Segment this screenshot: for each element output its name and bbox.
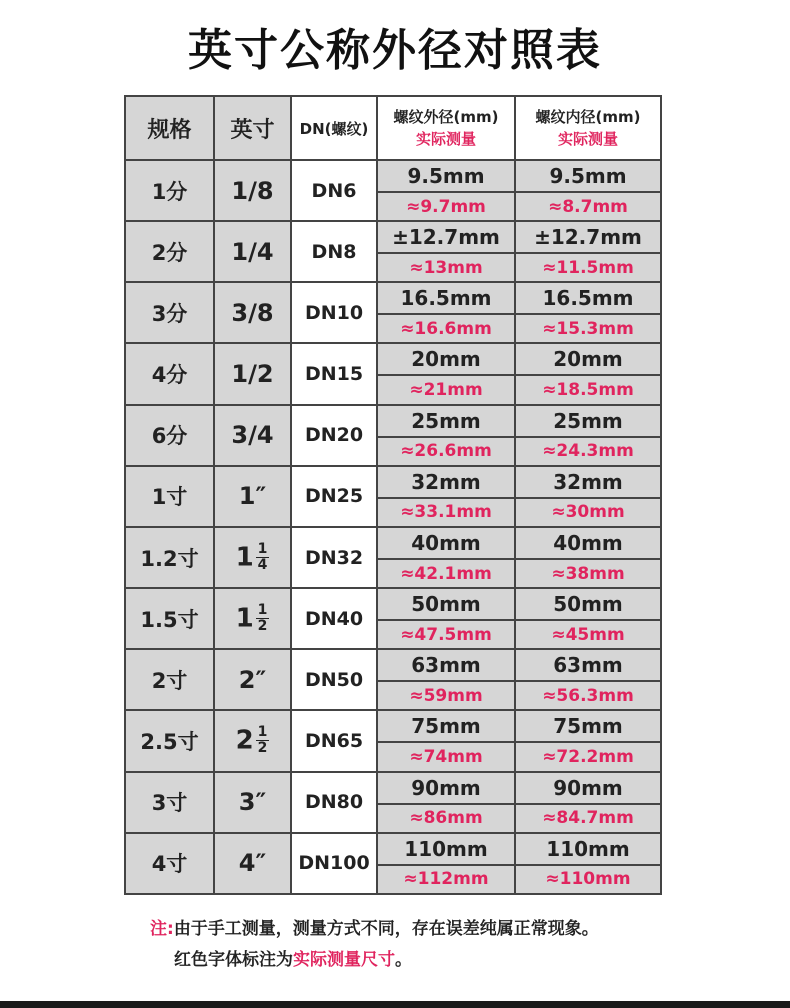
dn-cell: DN32 — [291, 527, 377, 588]
header-dn: DN(螺纹) — [291, 96, 377, 160]
spec-cell: 1寸 — [125, 466, 214, 527]
page-title: 英寸公称外径对照表 — [188, 25, 602, 76]
table-row — [125, 405, 661, 437]
header-outer-label: 螺纹外径(mm) — [393, 108, 499, 126]
table-row — [125, 282, 661, 314]
outer-nominal-cell: 16.5mm — [377, 282, 515, 314]
header-outer-diameter — [377, 96, 515, 160]
spec-cell: 4分 — [125, 343, 214, 404]
fraction-stack — [256, 725, 270, 756]
header-inner-actual: 实际测量 — [557, 130, 618, 148]
outer-actual-cell: ≈21mm — [377, 375, 515, 404]
fraction-numerator: 1 — [257, 541, 268, 558]
inner-actual-cell: ≈72.2mm — [515, 742, 661, 771]
outer-nominal-cell: 9.5mm — [377, 160, 515, 192]
dn-cell: DN40 — [291, 588, 377, 649]
inner-nominal-cell: 20mm — [515, 343, 661, 375]
inner-nominal-cell: 25mm — [515, 405, 661, 437]
dn-cell: DN15 — [291, 343, 377, 404]
fraction-stack — [256, 603, 270, 634]
outer-nominal-cell: 32mm — [377, 466, 515, 498]
inch-cell: 2″ — [214, 649, 291, 710]
inch-cell — [214, 588, 291, 649]
fraction-denominator: 2 — [257, 740, 268, 757]
header-inner-label: 螺纹内径(mm) — [535, 108, 641, 126]
table-row — [125, 527, 661, 559]
inch-cell: 3/8 — [214, 282, 291, 343]
outer-nominal-cell: 110mm — [377, 833, 515, 865]
dn-cell: DN25 — [291, 466, 377, 527]
inch-cell — [214, 710, 291, 771]
table-row — [125, 343, 661, 375]
outer-actual-cell: ≈13mm — [377, 253, 515, 282]
table-row — [125, 710, 661, 742]
inch-cell: 1″ — [214, 466, 291, 527]
outer-nominal-cell: 50mm — [377, 588, 515, 620]
mixed-fraction — [236, 603, 270, 634]
inner-actual-cell: ≈38mm — [515, 559, 661, 588]
dn-cell: DN10 — [291, 282, 377, 343]
spec-cell: 3分 — [125, 282, 214, 343]
table-row — [125, 466, 661, 498]
spec-cell: 1.5寸 — [125, 588, 214, 649]
table-row — [125, 160, 661, 192]
fraction-whole: 1 — [235, 542, 254, 573]
outer-actual-cell: ≈26.6mm — [377, 437, 515, 466]
note-line2-red: 实际测量尺寸 — [293, 950, 395, 970]
spec-cell: 4寸 — [125, 833, 214, 894]
inner-nominal-cell: 75mm — [515, 710, 661, 742]
outer-actual-cell: ≈86mm — [377, 804, 515, 833]
note-line2-prefix: 红色字体标注为 — [174, 950, 293, 970]
outer-nominal-cell: 75mm — [377, 710, 515, 742]
inner-nominal-cell: ±12.7mm — [515, 221, 661, 253]
spec-cell: 2.5寸 — [125, 710, 214, 771]
inner-actual-cell: ≈18.5mm — [515, 375, 661, 404]
fraction-numerator: 1 — [257, 602, 268, 619]
inner-actual-cell: ≈24.3mm — [515, 437, 661, 466]
fraction-stack — [256, 542, 270, 573]
outer-nominal-cell: 90mm — [377, 772, 515, 804]
spec-cell: 1分 — [125, 160, 214, 221]
outer-actual-cell: ≈33.1mm — [377, 498, 515, 527]
fraction-numerator: 1 — [257, 724, 268, 741]
note-line2 — [150, 945, 750, 976]
outer-nominal-cell: 40mm — [377, 527, 515, 559]
outer-actual-cell: ≈9.7mm — [377, 192, 515, 221]
inch-cell — [214, 527, 291, 588]
outer-nominal-cell: 63mm — [377, 649, 515, 681]
inch-cell: 4″ — [214, 833, 291, 894]
dn-cell: DN100 — [291, 833, 377, 894]
footnote — [150, 914, 750, 976]
inner-nominal-cell: 9.5mm — [515, 160, 661, 192]
outer-nominal-cell: 25mm — [377, 405, 515, 437]
fraction-whole: 1 — [235, 603, 254, 634]
outer-actual-cell: ≈16.6mm — [377, 314, 515, 343]
outer-nominal-cell: 20mm — [377, 343, 515, 375]
inner-actual-cell: ≈15.3mm — [515, 314, 661, 343]
header-outer-actual: 实际测量 — [415, 130, 476, 148]
outer-actual-cell: ≈59mm — [377, 681, 515, 710]
outer-actual-cell: ≈42.1mm — [377, 559, 515, 588]
dn-cell: DN6 — [291, 160, 377, 221]
note-label: 注: — [150, 919, 174, 939]
table-row — [125, 833, 661, 865]
table-row — [125, 588, 661, 620]
inch-cell: 1/8 — [214, 160, 291, 221]
outer-actual-cell: ≈47.5mm — [377, 620, 515, 649]
inner-nominal-cell: 32mm — [515, 466, 661, 498]
inner-nominal-cell: 16.5mm — [515, 282, 661, 314]
note-line1: 由于手工测量，测量方式不同，存在误差纯属正常现象。 — [173, 919, 599, 939]
spec-cell: 2寸 — [125, 649, 214, 710]
inner-actual-cell: ≈11.5mm — [515, 253, 661, 282]
inch-cell: 3/4 — [214, 405, 291, 466]
inner-actual-cell: ≈30mm — [515, 498, 661, 527]
inner-actual-cell: ≈8.7mm — [515, 192, 661, 221]
outer-nominal-cell: ±12.7mm — [377, 221, 515, 253]
inner-nominal-cell: 90mm — [515, 772, 661, 804]
inner-actual-cell: ≈56.3mm — [515, 681, 661, 710]
size-comparison-table — [124, 95, 662, 895]
fraction-whole: 2 — [235, 725, 254, 756]
table-body — [125, 160, 661, 894]
outer-actual-cell: ≈74mm — [377, 742, 515, 771]
bottom-divider — [0, 1001, 790, 1008]
note-line2-suffix: 。 — [395, 950, 412, 970]
mixed-fraction — [236, 725, 270, 756]
dn-cell: DN20 — [291, 405, 377, 466]
mixed-fraction — [236, 542, 270, 573]
table-row — [125, 772, 661, 804]
header-inner-diameter — [515, 96, 661, 160]
spec-cell: 6分 — [125, 405, 214, 466]
dn-cell: DN65 — [291, 710, 377, 771]
inner-actual-cell: ≈45mm — [515, 620, 661, 649]
inch-cell: 3″ — [214, 772, 291, 833]
spec-cell: 1.2寸 — [125, 527, 214, 588]
inch-cell: 1/4 — [214, 221, 291, 282]
fraction-denominator: 2 — [257, 618, 268, 635]
inner-actual-cell: ≈110mm — [515, 865, 661, 894]
inner-nominal-cell: 110mm — [515, 833, 661, 865]
table-row — [125, 221, 661, 253]
table-row — [125, 649, 661, 681]
outer-actual-cell: ≈112mm — [377, 865, 515, 894]
header-inch: 英寸 — [214, 96, 291, 160]
dn-cell: DN80 — [291, 772, 377, 833]
table-header-row — [125, 96, 661, 160]
inner-nominal-cell: 50mm — [515, 588, 661, 620]
fraction-denominator: 4 — [257, 557, 268, 574]
spec-cell: 2分 — [125, 221, 214, 282]
inch-cell: 1/2 — [214, 343, 291, 404]
spec-cell: 3寸 — [125, 772, 214, 833]
dn-cell: DN50 — [291, 649, 377, 710]
header-spec: 规格 — [125, 96, 214, 160]
inner-actual-cell: ≈84.7mm — [515, 804, 661, 833]
dn-cell: DN8 — [291, 221, 377, 282]
inner-nominal-cell: 63mm — [515, 649, 661, 681]
inner-nominal-cell: 40mm — [515, 527, 661, 559]
